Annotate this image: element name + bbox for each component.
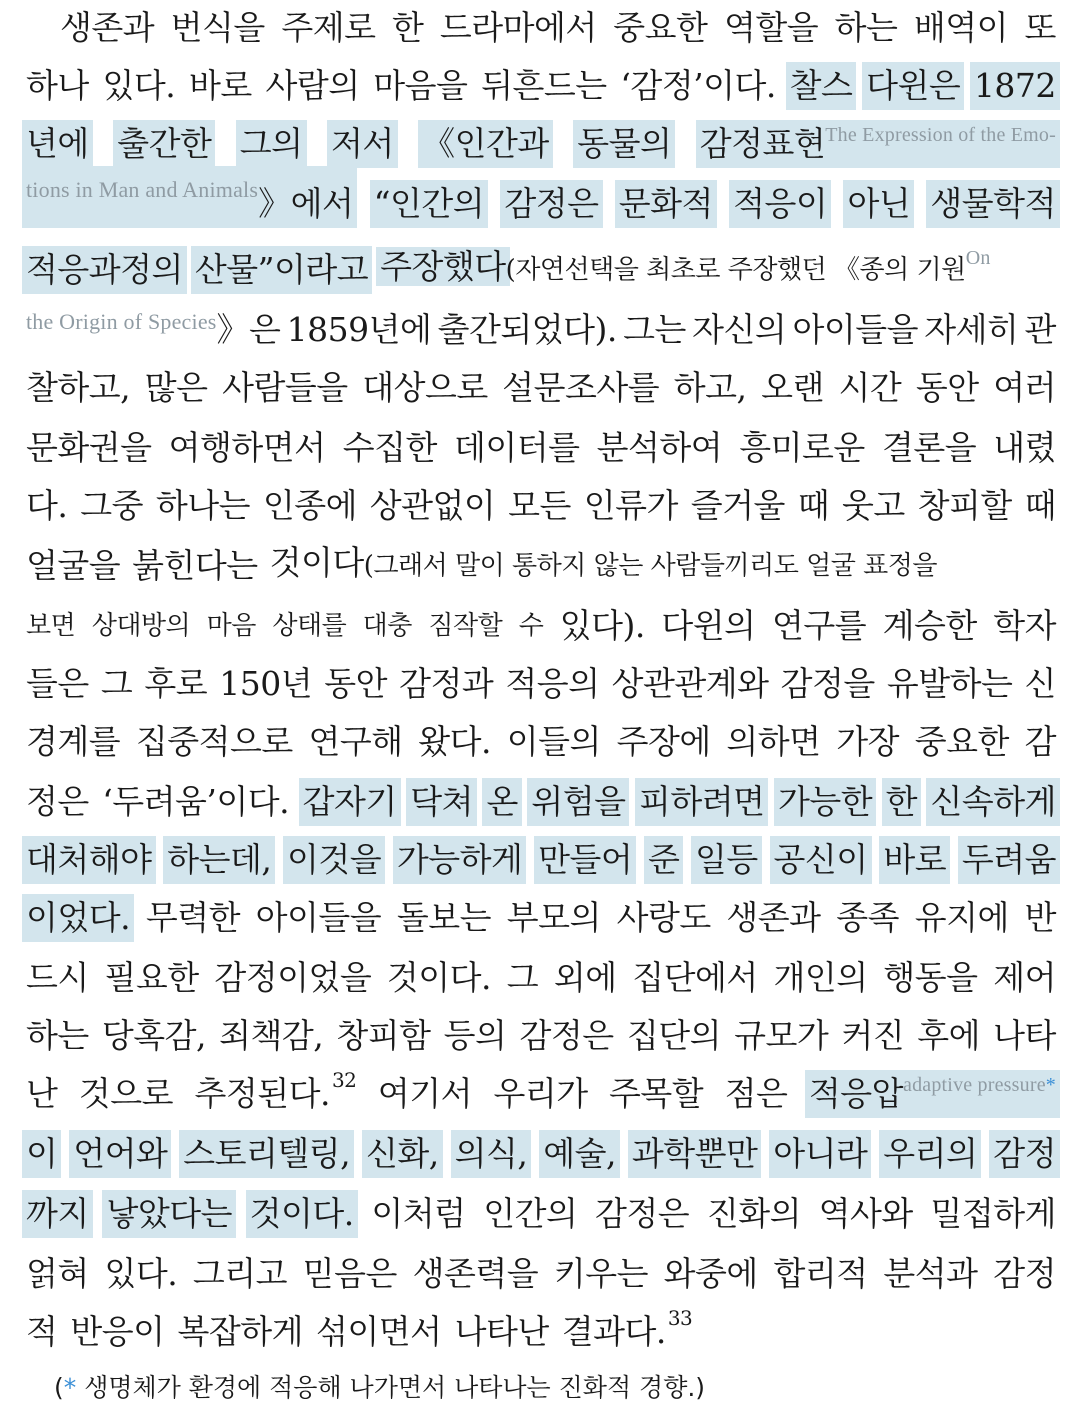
text-line: [26, 714, 1056, 766]
highlighted-word: 두려움: [958, 836, 1060, 884]
word: 분석하여: [596, 428, 723, 467]
word: 주제로: [281, 8, 376, 47]
word: 창피할: [917, 486, 1012, 525]
word: 동안: [324, 664, 387, 703]
highlighted-word: 생물학적: [926, 180, 1060, 228]
text-line: [26, 478, 1056, 530]
word: 많은: [144, 368, 208, 407]
word: 연구를: [772, 606, 867, 645]
highlighted-word: 감정은: [500, 180, 602, 228]
word: 데이터를: [453, 428, 580, 467]
word: 드라마에서: [439, 8, 597, 47]
word-group: [194, 1070, 356, 1118]
highlighted-word: 《인간과: [418, 120, 553, 168]
word: 감: [1024, 722, 1056, 761]
word: 한: [391, 8, 424, 47]
word: 집중적으로: [135, 722, 293, 761]
word: 유지에: [914, 898, 1009, 937]
word: 사람들을: [222, 368, 348, 407]
word: 번식을: [170, 8, 265, 47]
word: 계승한: [882, 606, 977, 645]
asterisk-mark: *: [1045, 1074, 1056, 1096]
highlighted-word: 그의: [236, 120, 307, 168]
footnote: [54, 1368, 705, 1408]
word: 섞이면서: [316, 1312, 442, 1351]
word: 여기서: [377, 1074, 472, 1113]
word: 때: [1024, 486, 1056, 525]
word: 즐거울: [690, 486, 785, 525]
word: 그: [506, 958, 539, 997]
word: 유발하는: [886, 664, 1013, 703]
word: 들은: [26, 664, 89, 703]
word: 중요한: [613, 8, 708, 47]
word: 출간되었다).: [437, 310, 617, 349]
word: 보면: [26, 611, 76, 641]
word: 상관관계와: [611, 664, 769, 703]
highlighted-word: “인간의: [370, 180, 489, 228]
word: 동안: [915, 368, 979, 407]
word: ‘두려움’이다.: [102, 782, 290, 821]
word: 하는: [834, 8, 898, 47]
english-title-continuation: the Origin of Species: [26, 309, 217, 334]
word: 드시: [26, 958, 89, 997]
word-group: [270, 539, 937, 590]
word: 부모의: [506, 898, 601, 937]
word: 있다.: [102, 66, 176, 105]
word: 인종에: [262, 486, 357, 525]
highlighted-word: 일등: [691, 836, 762, 884]
text-line: [26, 950, 1056, 1002]
word: 있다).: [559, 606, 645, 645]
text-line: [26, 774, 1056, 826]
text-line: [26, 656, 1056, 708]
word: 것이다.: [386, 958, 492, 997]
text-line: [26, 832, 1056, 884]
word: 아이들을: [792, 310, 918, 349]
text-line: [26, 176, 1056, 228]
word: 수집한: [342, 428, 437, 467]
text-line: [60, 0, 1056, 52]
text-line: [26, 1304, 1056, 1356]
word: 감정: [993, 1254, 1056, 1293]
word: 붉힌다는: [132, 546, 258, 585]
word: 그: [100, 664, 133, 703]
highlighted-word: 과학뿐만: [628, 1130, 762, 1178]
word: ‘감정’이다.: [620, 66, 776, 105]
word: 감정을: [780, 664, 875, 703]
word: 당혹감,: [101, 1016, 207, 1055]
word: 무력한: [145, 898, 240, 937]
text-line: [26, 598, 1056, 650]
word: 오랜: [761, 368, 824, 407]
highlighted-word: 이것을: [283, 836, 385, 884]
word: 죄책감,: [219, 1016, 324, 1055]
word: 하고,: [673, 368, 747, 407]
word: 경계를: [26, 722, 121, 761]
highlighted-word: 닥쳐: [406, 778, 477, 826]
word: 다윈의: [661, 606, 756, 645]
word: 짐작할: [428, 611, 503, 641]
english-title-continuation: tions in Man and Animals: [26, 177, 259, 202]
word: 자세히: [924, 310, 1019, 349]
highlighted-word: 적응과정의: [22, 246, 187, 294]
word: 상관없이: [369, 486, 496, 525]
word: 이들의: [506, 722, 601, 761]
footnote-text: 생명체가 환경에 적응해 나가면서 나타나는 진화적 경향.): [76, 1373, 706, 1402]
word: 와중에: [663, 1254, 758, 1293]
word: 》에서: [258, 184, 354, 223]
highlighted-word: 산물”이라고: [191, 246, 372, 294]
word: 사람의: [265, 66, 360, 105]
parenthetical: (자연선택을 최초로 주장했던 《종의 기원: [505, 255, 966, 285]
word: 규모가: [734, 1016, 829, 1055]
word: 내렸: [993, 428, 1056, 467]
highlighted-word: 주장했다: [376, 247, 510, 286]
asterisk-mark: *: [63, 1373, 77, 1402]
word: 밀접하게: [930, 1194, 1056, 1233]
highlighted-word: 신화,: [362, 1130, 443, 1178]
english-term-superscript: adaptive pressure: [903, 1074, 1046, 1096]
word: 연구해: [308, 722, 403, 761]
footnote-reference: 32: [331, 1068, 357, 1092]
word: 자신의: [692, 310, 787, 349]
highlighted-word: 감정: [989, 1130, 1060, 1178]
word: 키우는: [553, 1254, 648, 1293]
word: 여행하면서: [168, 428, 326, 467]
highlighted-word: 하는데,: [163, 836, 275, 884]
word: 점은: [724, 1074, 788, 1113]
word: 후로: [144, 664, 208, 703]
word: 생존력을: [412, 1254, 539, 1293]
word: 흥미로운: [739, 428, 865, 467]
word: 복잡하게: [177, 1312, 304, 1351]
word: 결론을: [881, 428, 977, 467]
highlighted-word: 바로: [879, 836, 950, 884]
word: 시간: [838, 368, 902, 407]
text-line: [26, 58, 1056, 110]
highlighted-word: 대처해야: [22, 836, 156, 884]
highlighted-word: 1872: [970, 62, 1060, 110]
text-line: [26, 1126, 1056, 1178]
word: 모든: [508, 486, 571, 525]
word: 학자: [993, 606, 1056, 645]
word: 상태를: [272, 611, 347, 641]
word: 관: [1024, 310, 1056, 349]
parenthetical: (그래서 말이 통하지 않는 사람들끼리도 얼굴 표정을: [363, 551, 937, 581]
footnote-reference: 33: [667, 1306, 693, 1330]
highlighted-word: 년에: [22, 120, 93, 168]
word: 여러: [993, 368, 1056, 407]
word: 그는: [623, 310, 686, 349]
word: 또: [1024, 8, 1056, 47]
text-line: [26, 242, 1056, 294]
word: 하나: [26, 66, 89, 105]
text-line: [26, 420, 1056, 472]
word: 인류가: [583, 486, 678, 525]
word: 등의: [443, 1016, 507, 1055]
highlighted-word: 아니라: [769, 1130, 871, 1178]
word: 생존과: [60, 8, 155, 47]
word: 이처럼: [371, 1194, 466, 1233]
word: 적응압: [808, 1074, 903, 1113]
highlighted-word: 출간한: [113, 120, 215, 168]
highlighted-word: 찰스: [786, 62, 857, 110]
word: 외에: [553, 958, 617, 997]
word: 뒤흔드는: [481, 66, 607, 105]
word: 바로: [188, 66, 252, 105]
word: 설문조사를: [502, 368, 660, 407]
word: 신: [1024, 664, 1056, 703]
highlighted-word: 가능하게: [393, 836, 527, 884]
text-line: [26, 1246, 1056, 1298]
highlighted-word: 다윈은: [862, 62, 964, 110]
highlighted-word: 동물의: [573, 120, 675, 168]
highlighted-word: [696, 120, 1060, 168]
word: 문화권을: [26, 428, 152, 467]
word: 얼굴을: [26, 546, 121, 585]
highlighted-word: 신속하게: [926, 778, 1060, 826]
word: 개인의: [773, 958, 868, 997]
highlighted-word: 우리의: [879, 1130, 981, 1178]
highlighted-word: 까지: [22, 1190, 93, 1238]
highlighted-word: 스토리텔링,: [179, 1130, 354, 1178]
word: 사랑도: [616, 898, 711, 937]
word: 행동을: [883, 958, 978, 997]
word: 집단의: [626, 1016, 721, 1055]
word: 마음: [206, 611, 256, 641]
word: 창피함: [336, 1016, 431, 1055]
word: 제어: [993, 958, 1056, 997]
word: 후에: [917, 1016, 980, 1055]
word: 반응이: [70, 1312, 165, 1351]
word: 아이들을: [255, 898, 382, 937]
highlighted-word: 피하려면: [635, 778, 769, 826]
word: 정은: [26, 782, 89, 821]
highlighted-word: 문화적: [615, 180, 717, 228]
text-line: [26, 360, 1056, 412]
word: 나타: [993, 1016, 1056, 1055]
word: 진화의: [706, 1194, 801, 1233]
text-line: [26, 116, 1056, 168]
word: 인간의: [483, 1194, 578, 1233]
highlighted-word: 한: [882, 778, 921, 826]
word: 종족: [836, 898, 900, 937]
word: 상대방의: [91, 611, 191, 641]
highlighted-word: 낳았다는: [102, 1190, 236, 1238]
word: 대충: [362, 611, 412, 641]
word: 1859년에: [286, 310, 432, 349]
highlighted-word: 공신이: [770, 836, 872, 884]
text-line: [26, 890, 1056, 942]
word: 커진: [841, 1016, 905, 1055]
english-title-superscript: The Expression of the Emo-: [825, 124, 1056, 146]
highlighted-word: 만들어: [534, 836, 636, 884]
highlighted-word: 아닌: [843, 180, 914, 228]
word: 역할을: [723, 8, 819, 47]
word: 역사와: [818, 1194, 913, 1233]
word: 주장에: [616, 722, 711, 761]
word: 적응의: [505, 664, 600, 703]
word: 것이다: [269, 543, 364, 582]
word: 왔다.: [418, 722, 492, 761]
word: 집단에서: [632, 958, 758, 997]
footnote-paren: (: [54, 1373, 64, 1402]
word: 대상으로: [362, 368, 488, 407]
word: 얽혀: [26, 1254, 89, 1293]
word: 믿음은: [302, 1254, 397, 1293]
highlighted-word: 위험을: [527, 778, 629, 826]
word: 중요한: [914, 722, 1009, 761]
word: 있다.: [104, 1254, 178, 1293]
highlighted-word: [22, 166, 357, 228]
word: 웃고: [841, 486, 905, 525]
text-line: [26, 538, 1056, 590]
word: 분석과: [883, 1254, 978, 1293]
highlighted-word: 것이다.: [246, 1190, 358, 1238]
text-line: [26, 1066, 1056, 1118]
word: 의하면: [726, 722, 821, 761]
word: 돌보는: [396, 898, 492, 937]
word-group: [380, 243, 990, 294]
english-title-superscript: On: [965, 247, 991, 269]
highlighted-word: 갑자기: [299, 778, 401, 826]
word-group: [26, 298, 280, 354]
word: 난: [26, 1074, 58, 1113]
highlighted-word: 온: [482, 778, 521, 826]
word: 다.: [26, 486, 68, 525]
word: 적: [26, 1312, 58, 1351]
word: 그리고: [192, 1254, 288, 1293]
word: 것으로: [78, 1074, 173, 1113]
word: 》은: [216, 310, 281, 349]
highlighted-word: 준: [644, 836, 683, 884]
word: 필요한: [104, 958, 199, 997]
word: 마음을: [373, 66, 468, 105]
word: 찰하고,: [26, 368, 131, 407]
word-group: [562, 1308, 693, 1356]
word: 가장: [836, 722, 900, 761]
word: 150년: [219, 664, 313, 703]
highlighted-word: [805, 1070, 1060, 1118]
word: 하나는: [155, 486, 250, 525]
word: 배역이: [913, 8, 1009, 47]
word: 반: [1024, 898, 1056, 937]
text-line: [26, 1008, 1056, 1060]
highlighted-word: 언어와: [69, 1130, 171, 1178]
word: 하는: [26, 1016, 89, 1055]
word: 감정은: [595, 1194, 690, 1233]
word: 결과다.: [561, 1312, 666, 1351]
word: 감정과: [399, 664, 494, 703]
word: 그중: [80, 486, 143, 525]
word: 감정표현: [699, 124, 826, 163]
word: 생존과: [726, 898, 821, 937]
word: 감정은: [519, 1016, 614, 1055]
highlighted-word: 가능한: [774, 778, 876, 826]
word: 때: [797, 486, 830, 525]
word: 수: [518, 611, 544, 641]
word: 감정이었을: [214, 958, 372, 997]
word: 합리적: [773, 1254, 868, 1293]
highlighted-word: 이: [22, 1130, 61, 1178]
word: 나타난: [454, 1312, 549, 1351]
highlighted-word: 예술,: [539, 1130, 620, 1178]
text-line: [26, 1186, 1056, 1238]
word: 주목할: [609, 1074, 704, 1113]
highlighted-word: 의식,: [451, 1130, 532, 1178]
highlighted-word: 적응이: [729, 180, 831, 228]
text-line: [26, 302, 1056, 354]
word: 추정된다.: [194, 1074, 330, 1113]
highlighted-word: 이었다.: [22, 894, 134, 942]
word: 우리가: [493, 1074, 588, 1113]
highlighted-word: 저서: [327, 120, 398, 168]
